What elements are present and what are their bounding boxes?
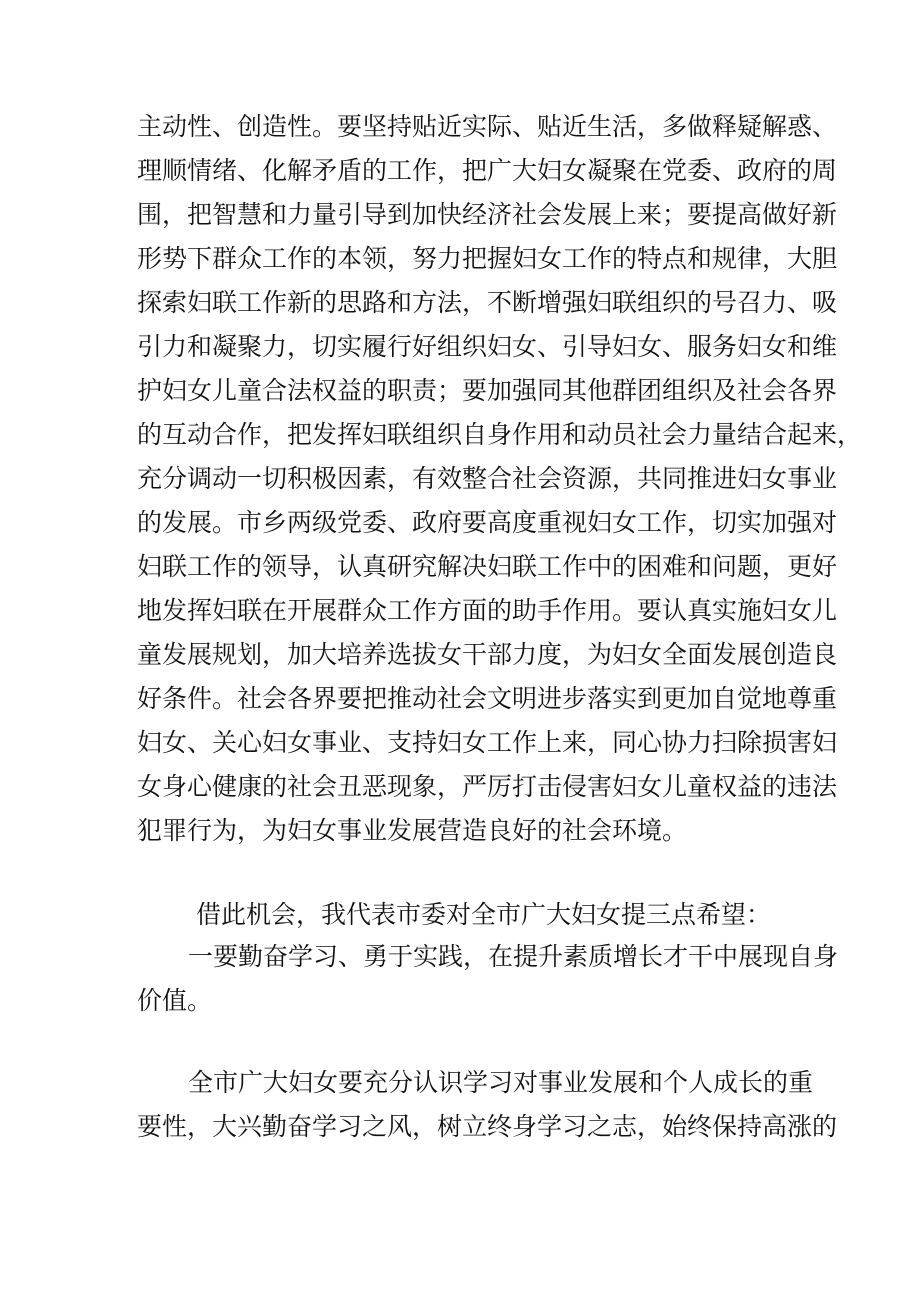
text-line: 好条件。社会各界要把推动社会文明进步落实到更加自觉地尊重 xyxy=(137,684,838,713)
text-line: 妇联工作的领导，认真研究解决妇联工作中的困难和问题，更好 xyxy=(137,552,838,581)
text-line: 犯罪行为，为妇女事业发展营造良好的社会环境。 xyxy=(137,816,688,845)
text-line: 地发挥妇联在开展群众工作方面的助手作用。要认真实施妇女儿 xyxy=(137,596,838,625)
text-line: 妇女、关心妇女事业、支持妇女工作上来，同心协力扫除损害妇 xyxy=(137,728,838,757)
text-line: 探索妇联工作新的思路和方法，不断增强妇联组织的号召力、吸 xyxy=(137,288,838,317)
text-line: 围，把智慧和力量引导到加快经济社会发展上来；要提高做好新 xyxy=(137,200,838,229)
intro-line: 借此机会，我代表市委对全市广大妇女提三点希望： xyxy=(196,900,772,929)
text-line: 充分调动一切积极因素，有效整合社会资源，共同推进妇女事业 xyxy=(137,464,838,493)
text-line: 的互动合作，把发挥妇联组织自身作用和动员社会力量结合起来， xyxy=(137,420,863,449)
text-line: 的发展。市乡两级党委、政府要高度重视妇女工作，切实加强对 xyxy=(137,508,838,537)
text-line: 全市广大妇女要充分认识学习对事业发展和个人成长的重 xyxy=(188,1068,814,1097)
text-line: 引力和凝聚力，切实履行好组织妇女、引导妇女、服务妇女和维 xyxy=(137,332,838,361)
text-line: 形势下群众工作的本领，努力把握妇女工作的特点和规律，大胆 xyxy=(137,244,838,273)
text-line: 童发展规划，加大培养选拔女干部力度，为妇女全面发展创造良 xyxy=(137,640,838,669)
text-line: 一要勤奋学习、勇于实践，在提升素质增长才干中展现自身 xyxy=(188,942,839,971)
text-line: 理顺情绪、化解矛盾的工作，把广大妇女凝聚在党委、政府的周 xyxy=(137,156,838,185)
text-line: 主动性、创造性。要坚持贴近实际、贴近生活，多做释疑解惑、 xyxy=(137,112,838,141)
text-line: 要性，大兴勤奋学习之风，树立终身学习之志，始终保持高涨的 xyxy=(137,1112,838,1141)
text-line: 价值。 xyxy=(137,986,213,1015)
text-line: 女身心健康的社会丑恶现象，严厉打击侵害妇女儿童权益的违法 xyxy=(137,772,838,801)
text-line: 护妇女儿童合法权益的职责；要加强同其他群团组织及社会各界 xyxy=(137,376,838,405)
